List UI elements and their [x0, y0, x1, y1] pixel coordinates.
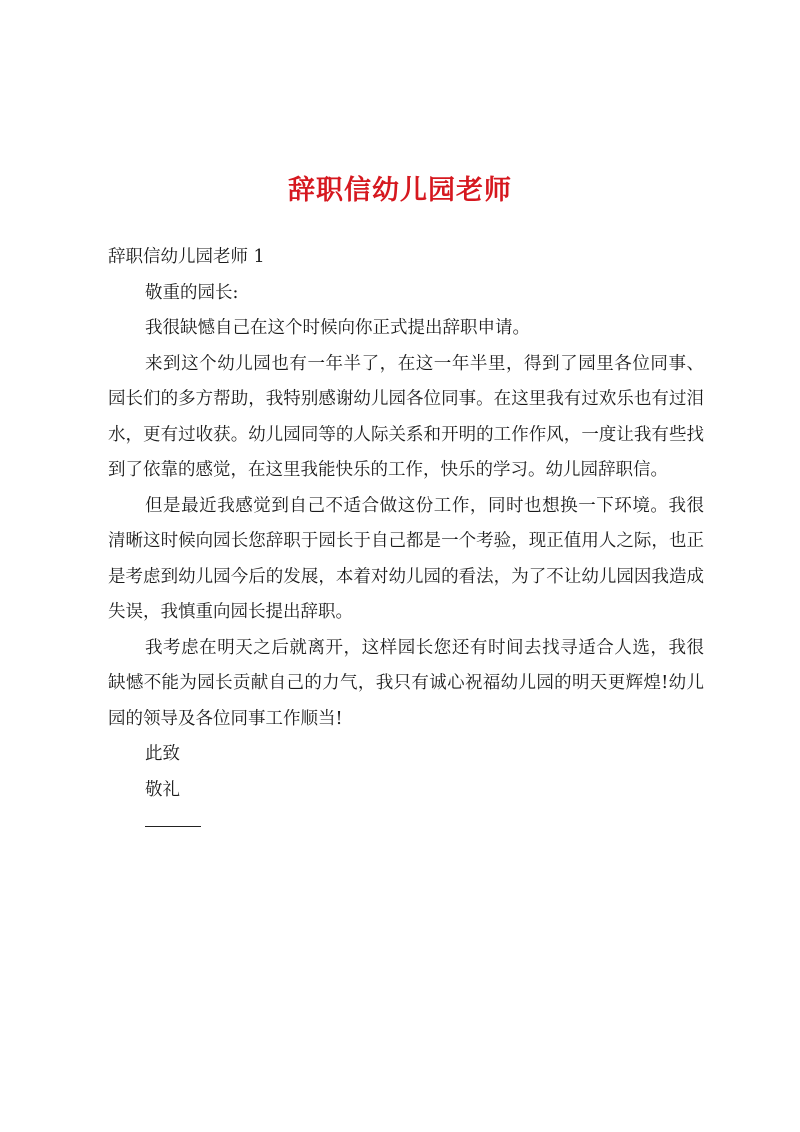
subheading: 辞职信幼儿园老师 1 — [108, 247, 265, 267]
signature-blank-line — [145, 825, 201, 827]
document-body — [108, 240, 704, 844]
paragraph-4: 我考虑在明天之后就离开，这样园长您还有时间去找寻适合人选，我很缺憾不能为园长贡献自己的力气，我只有诚心祝福幼儿园的明天更辉煌!幼儿园的领导及各位同事工作顺当! — [108, 637, 704, 729]
salutation: 敬重的园长: — [145, 282, 239, 303]
closing-line-2: 敬礼 — [145, 779, 180, 800]
paragraph-2: 来到这个幼儿园也有一年半了，在这一年半里，得到了园里各位同事、园长们的多方帮助，我特别感谢幼儿园各位同事。在这里我有过欢乐也有过泪水，更有过收获。幼儿园同等的人际关系和开明的工作作风，一度让我有些找到了依靠的感觉，在这里我能快乐的工作，快乐的学习。幼儿园辞职信。 — [108, 353, 704, 480]
paragraph-3: 但是最近我感觉到自己不适合做这份工作，同时也想换一下环境。我很清晰这时候向园长您辞职于园长于自己都是一个考验，现正值用人之际，也正是考虑到幼儿园今后的发展，本着对幼儿园的看法，为了不让幼儿园因我造成失误，我慎重向园长提出辞职。 — [108, 495, 704, 622]
closing-line-1: 此致 — [145, 744, 180, 764]
paragraph-1: 我很缺憾自己在这个时候向你正式提出辞职申请。 — [145, 318, 530, 338]
signature-line-row — [108, 808, 704, 844]
document-title: 辞职信幼儿园老师 — [288, 175, 512, 206]
